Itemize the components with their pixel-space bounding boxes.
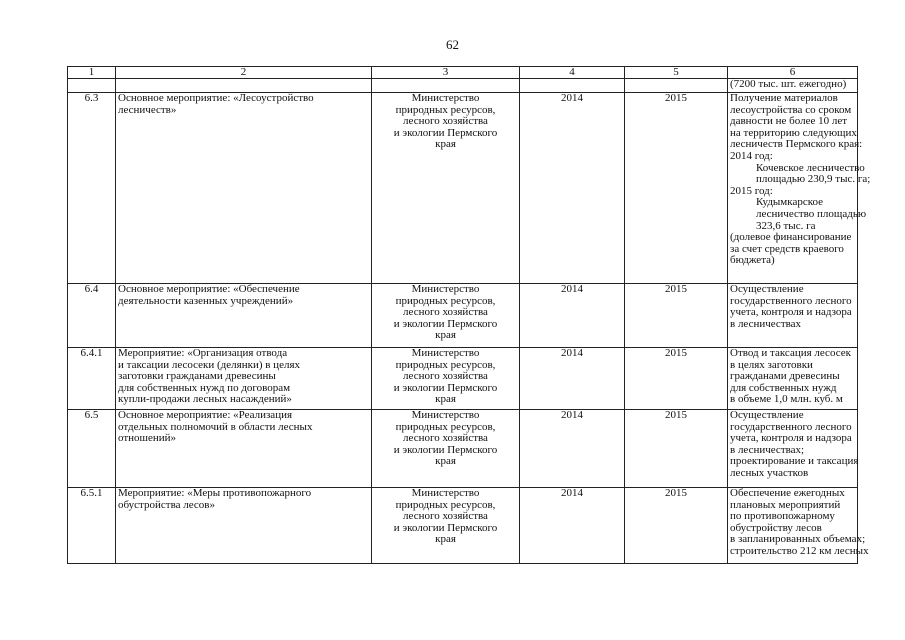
start-year: 2014 xyxy=(520,284,625,348)
text-line: и экологии Пермского xyxy=(393,317,498,330)
table-row xyxy=(68,93,858,284)
text-line: 2015 год: xyxy=(730,184,773,197)
text-line: 2014 год: xyxy=(730,149,773,162)
end-year: 2015 xyxy=(625,488,728,564)
text-line: отношений» xyxy=(118,432,177,445)
text-line: учета, контроля и надзора xyxy=(730,306,852,319)
header-col-3: 3 xyxy=(372,67,520,79)
expected-result xyxy=(728,348,858,410)
item-number: 6.3 xyxy=(68,93,116,284)
text-line: природных ресурсов, xyxy=(395,498,496,511)
table-row xyxy=(68,284,858,348)
text-line: купли-продажи лесных насаждений» xyxy=(118,393,292,406)
text-line: для собственных нужд xyxy=(730,381,837,394)
carry-over-row xyxy=(68,79,858,93)
text-line: лесного хозяйства xyxy=(403,510,488,523)
text-line: плановых мероприятий xyxy=(730,498,841,511)
text-line: и экологии Пермского xyxy=(393,126,498,139)
end-year: 2015 xyxy=(625,93,728,284)
text-line: лесничеств Пермского края: xyxy=(730,138,863,151)
start-year: 2014 xyxy=(520,348,625,410)
text-line: заготовки гражданами древесины xyxy=(118,370,276,383)
text-line: бюджета) xyxy=(730,254,775,267)
text-line: Кудымкарское xyxy=(756,196,824,209)
item-number: 6.5 xyxy=(68,410,116,488)
text-line: Основное мероприятие: «Обеспечение xyxy=(118,283,300,295)
text-line: и экологии Пермского xyxy=(393,443,498,456)
text-line: деятельности казенных учреждений» xyxy=(118,294,294,307)
text-line: природных ресурсов, xyxy=(395,294,496,307)
text-line: Обеспечение ежегодных xyxy=(730,487,845,499)
text-line: лесничеств» xyxy=(118,103,177,116)
page-number: 62 xyxy=(446,37,459,52)
text-line: лесничество площадью xyxy=(756,207,867,220)
text-line: обустройства лесов» xyxy=(118,498,215,511)
text-line: в запланированных объемах; xyxy=(730,533,866,546)
text-line: природных ресурсов, xyxy=(395,420,496,433)
text-line: в целях заготовки xyxy=(730,358,813,371)
text-line: гражданами древесины xyxy=(730,370,840,383)
header-col-5: 5 xyxy=(625,67,728,79)
text-line: лесного хозяйства xyxy=(403,115,488,128)
header-row xyxy=(68,67,858,79)
expected-result xyxy=(728,284,858,348)
item-number: 6.5.1 xyxy=(68,488,116,564)
text-line: природных ресурсов, xyxy=(395,358,496,371)
text-line: Получение материалов xyxy=(730,92,838,104)
text-line: Мероприятие: «Меры противопожарного xyxy=(118,487,312,499)
start-year: 2014 xyxy=(520,410,625,488)
end-year: 2015 xyxy=(625,284,728,348)
item-number: 6.4 xyxy=(68,284,116,348)
end-year: 2015 xyxy=(625,348,728,410)
responsible-executor xyxy=(372,348,520,410)
text-line: лесного хозяйства xyxy=(403,370,488,383)
text-line: государственного лесного xyxy=(730,294,852,307)
text-line: на территорию следующих xyxy=(730,126,857,139)
item-number: 6.4.1 xyxy=(68,348,116,410)
text-line: Отвод и таксация лесосек xyxy=(730,347,851,359)
text-line: и экологии Пермского xyxy=(393,521,498,534)
text-line: Министерство xyxy=(411,487,480,499)
text-line: Министерство xyxy=(411,409,480,421)
text-line: 323,6 тыс. га xyxy=(756,219,816,232)
text-line: и таксации лесосеки (делянки) в целях xyxy=(118,358,301,371)
text-line: природных ресурсов, xyxy=(395,103,496,116)
start-year: 2014 xyxy=(520,93,625,284)
text-line: и экологии Пермского xyxy=(393,381,498,394)
responsible-executor xyxy=(372,410,520,488)
text-line: лесного хозяйства xyxy=(403,432,488,445)
text-line: Кочевское лесничество xyxy=(756,161,865,174)
expected-result xyxy=(728,92,871,284)
responsible-executor xyxy=(372,93,520,284)
text-line: края xyxy=(435,329,456,342)
measures-table xyxy=(67,66,871,564)
text-line: лесного хозяйства xyxy=(403,306,488,319)
text-line: в объеме 1,0 млн. куб. м xyxy=(730,393,843,406)
measure-name xyxy=(116,410,372,488)
text-line: по противопожарному xyxy=(730,510,835,523)
text-line: Осуществление xyxy=(730,283,804,295)
text-line: Министерство xyxy=(411,347,480,359)
responsible-executor xyxy=(372,488,520,564)
expected-result xyxy=(728,487,869,564)
text-line: площадью 230,9 тыс. га; xyxy=(756,173,871,186)
text-line: Основное мероприятие: «Реализация xyxy=(118,409,293,421)
text-line: строительство 212 км лесных xyxy=(730,544,869,557)
measure-name xyxy=(116,348,372,410)
text-line: Основное мероприятие: «Лесоустройство xyxy=(118,92,314,104)
table-row xyxy=(68,410,858,488)
text-line: давности не более 10 лет xyxy=(730,115,848,128)
header-col-4: 4 xyxy=(520,67,625,79)
text-line: в лесничествах; xyxy=(730,443,805,456)
measure-name xyxy=(116,284,372,348)
text-line: лесных участков xyxy=(730,466,809,479)
text-line: Министерство xyxy=(411,92,480,104)
text-line: края xyxy=(435,455,456,468)
text-line: лесоустройства со сроком xyxy=(730,103,852,116)
text-line: (долевое финансирование xyxy=(730,231,852,244)
text-line: в лесничествах xyxy=(730,317,802,330)
text-line: края xyxy=(435,138,456,151)
end-year: 2015 xyxy=(625,410,728,488)
text-line: государственного лесного xyxy=(730,420,852,433)
measure-name xyxy=(116,93,372,284)
text-line: края xyxy=(435,533,456,546)
table-row xyxy=(68,348,858,410)
header-col-2: 2 xyxy=(116,67,372,79)
text-line: для собственных нужд по договорам xyxy=(118,381,291,394)
text-line: Мероприятие: «Организация отвода xyxy=(118,347,288,359)
text-line: края xyxy=(435,393,456,406)
measure-name xyxy=(116,488,372,564)
expected-result xyxy=(728,410,858,488)
text-line: обустройству лесов xyxy=(730,521,822,534)
text-line: проектирование и таксация xyxy=(730,455,859,468)
start-year: 2014 xyxy=(520,488,625,564)
carry-over-text: (7200 тыс. шт. ежегодно) xyxy=(728,79,858,93)
text-line: Осуществление xyxy=(730,409,804,421)
responsible-executor xyxy=(372,284,520,348)
text-line: учета, контроля и надзора xyxy=(730,432,852,445)
header-col-1: 1 xyxy=(68,67,116,79)
text-line: Министерство xyxy=(411,283,480,295)
text-line: за счет средств краевого xyxy=(730,242,844,255)
text-line: отдельных полномочий в области лесных xyxy=(118,420,313,433)
header-col-6: 6 xyxy=(728,67,858,79)
table-row xyxy=(68,488,858,564)
